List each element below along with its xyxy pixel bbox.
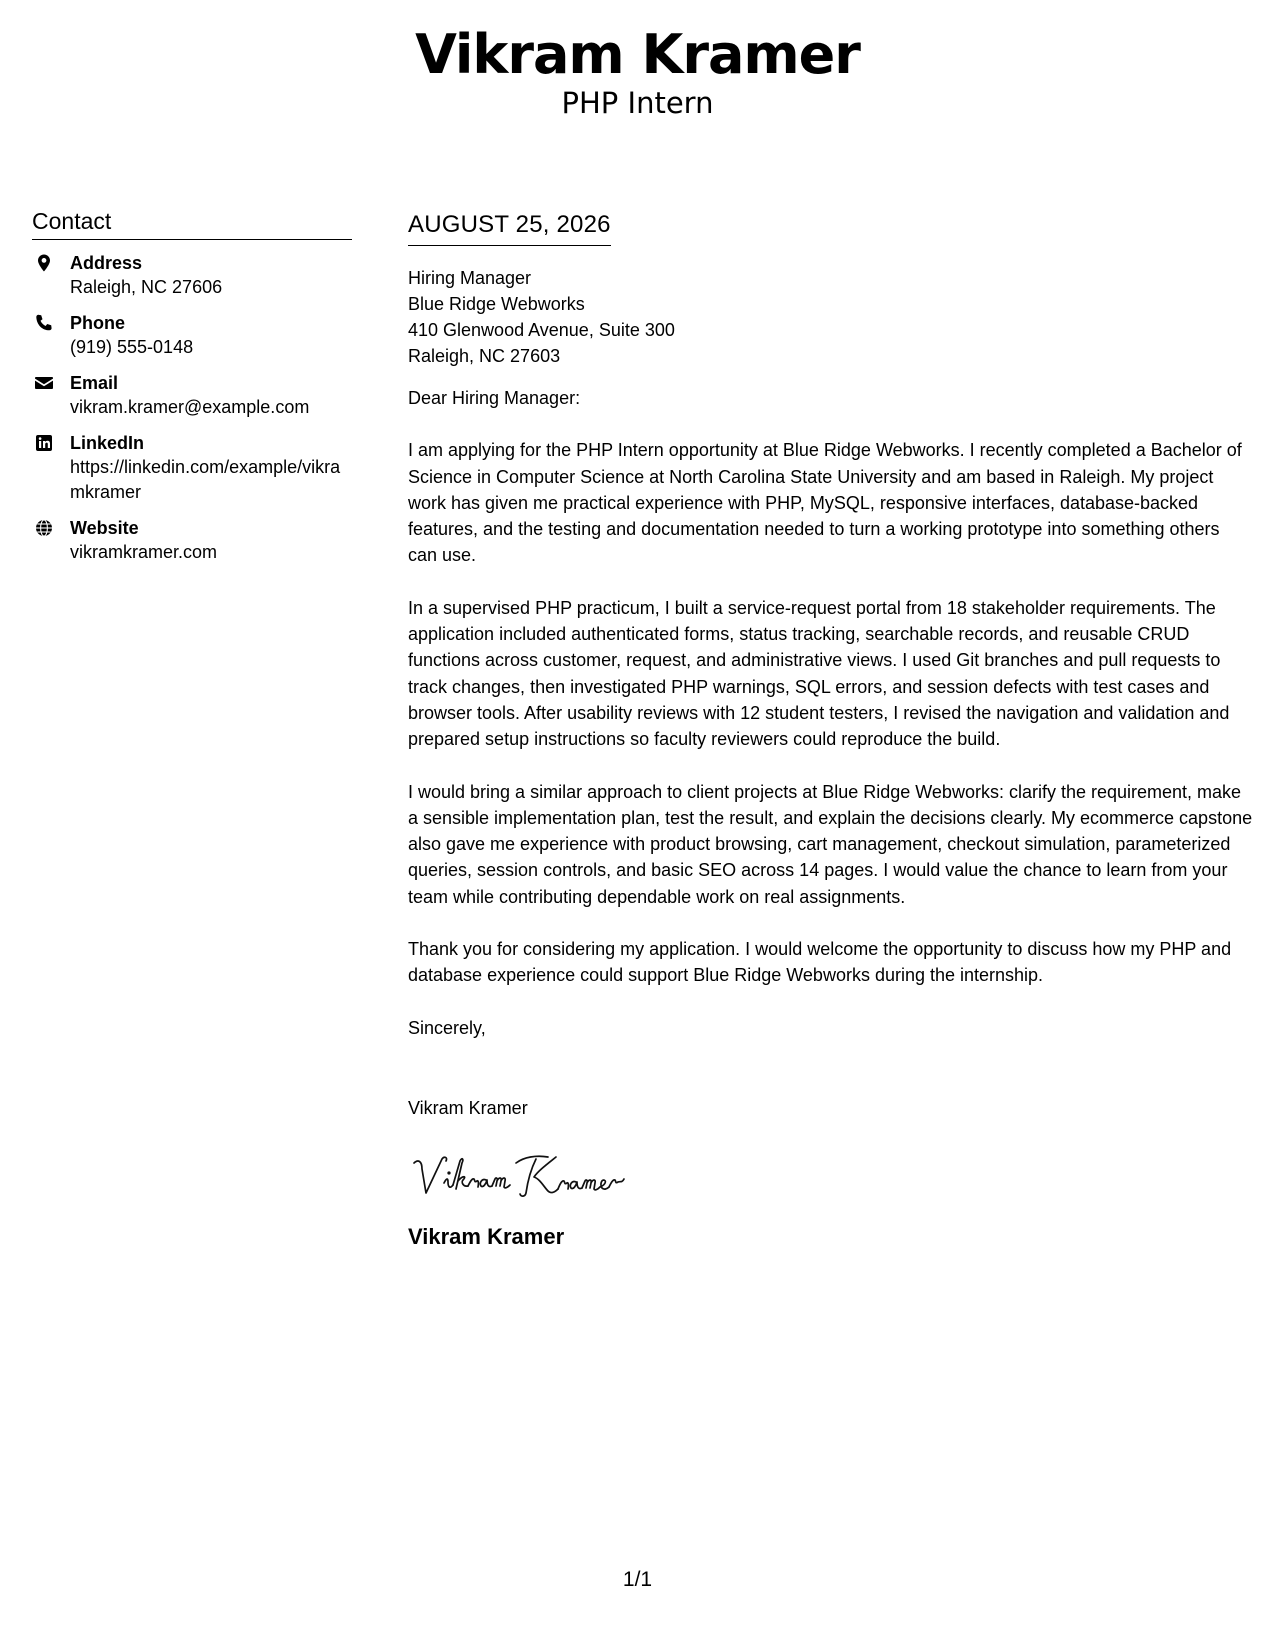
letter-header — [0, 22, 1275, 120]
website-label: Website — [70, 518, 139, 538]
recipient-line: Blue Ridge Webworks — [408, 294, 585, 314]
job-title: PHP Intern — [561, 86, 714, 120]
address-value: Raleigh, NC 27606 — [70, 277, 223, 297]
phone-label: Phone — [70, 313, 126, 333]
recipient-line: Raleigh, NC 27603 — [408, 346, 561, 366]
signer-name-bold: Vikram Kramer — [408, 1224, 565, 1250]
map-pin-icon — [34, 253, 54, 273]
contact-sidebar — [32, 207, 352, 565]
signer-name: Vikram Kramer — [408, 1097, 528, 1118]
address-label: Address — [70, 253, 143, 273]
body-paragraph: Thank you for considering my application. I would welcome the opportunity to discuss how my PHP and database experience could support Blue Ridge Webworks during the internship. — [408, 939, 1232, 986]
contact-section-title: Contact — [32, 207, 352, 240]
recipient-block — [408, 265, 1253, 369]
linkedin-value: https://linkedin.com/example/vikramkramer — [70, 457, 341, 502]
email-label: Email — [70, 373, 119, 393]
email-value: vikram.kramer@example.com — [70, 397, 310, 417]
body-paragraph: In a supervised PHP practicum, I built a service-request portal from 18 stakeholder requirements. The application included authenticated forms, status tracking, searchable records, and reusable CRUD functions across customer, request, and administrative views. I used Git branches and pull requests to track changes, then investigated PHP warnings, SQL errors, and session defects with test cases and browser tools. After usability reviews with 12 student testers, I revised the navigation and validation and prepared setup instructions so faculty reviewers could reproduce the build. — [408, 597, 1230, 750]
contact-item-linkedin — [32, 431, 352, 505]
applicant-name: Vikram Kramer — [415, 23, 860, 86]
website-value: vikramkramer.com — [70, 542, 218, 562]
contact-item-address — [32, 251, 352, 300]
body-paragraph: I am applying for the PHP Intern opportunity at Blue Ridge Webworks. I recently completed a Bachelor of Science in Computer Science at North Carolina State University and am based in Raleigh. My project work has given me practical experience with PHP, MySQL, responsive interfaces, database-backed features, and the testing and documentation needed to turn a working prototype into something others can use. — [408, 440, 1242, 566]
contact-item-email — [32, 371, 352, 420]
page-number: 1/1 — [622, 1568, 653, 1591]
linkedin-label: LinkedIn — [70, 433, 145, 453]
letter-date: AUGUST 25, 2026 — [408, 210, 611, 246]
contact-item-website — [32, 516, 352, 565]
recipient-line: Hiring Manager — [408, 268, 532, 288]
envelope-icon — [34, 373, 54, 393]
letter-body — [408, 210, 1253, 1251]
closing: Sincerely, — [408, 1017, 486, 1038]
recipient-line: 410 Glenwood Avenue, Suite 300 — [408, 320, 675, 340]
body-paragraph: I would bring a similar approach to client projects at Blue Ridge Webworks: clarify the requirement, make a sensible implementation plan, test the result, and explain the decisions clearly. My ecommerce capstone also gave me experience with product browsing, cart management, checkout simulation, parameterized queries, session controls, and basic SEO across 14 pages. I would value the chance to learn from your team while contributing dependable work on real assignments. — [408, 781, 1253, 907]
handwritten-signature — [408, 1149, 678, 1205]
phone-icon — [34, 313, 54, 333]
linkedin-icon — [34, 433, 54, 453]
contact-item-phone — [32, 311, 352, 360]
salutation: Dear Hiring Manager: — [408, 388, 581, 408]
phone-value: (919) 555-0148 — [70, 337, 194, 357]
globe-icon — [34, 518, 54, 538]
